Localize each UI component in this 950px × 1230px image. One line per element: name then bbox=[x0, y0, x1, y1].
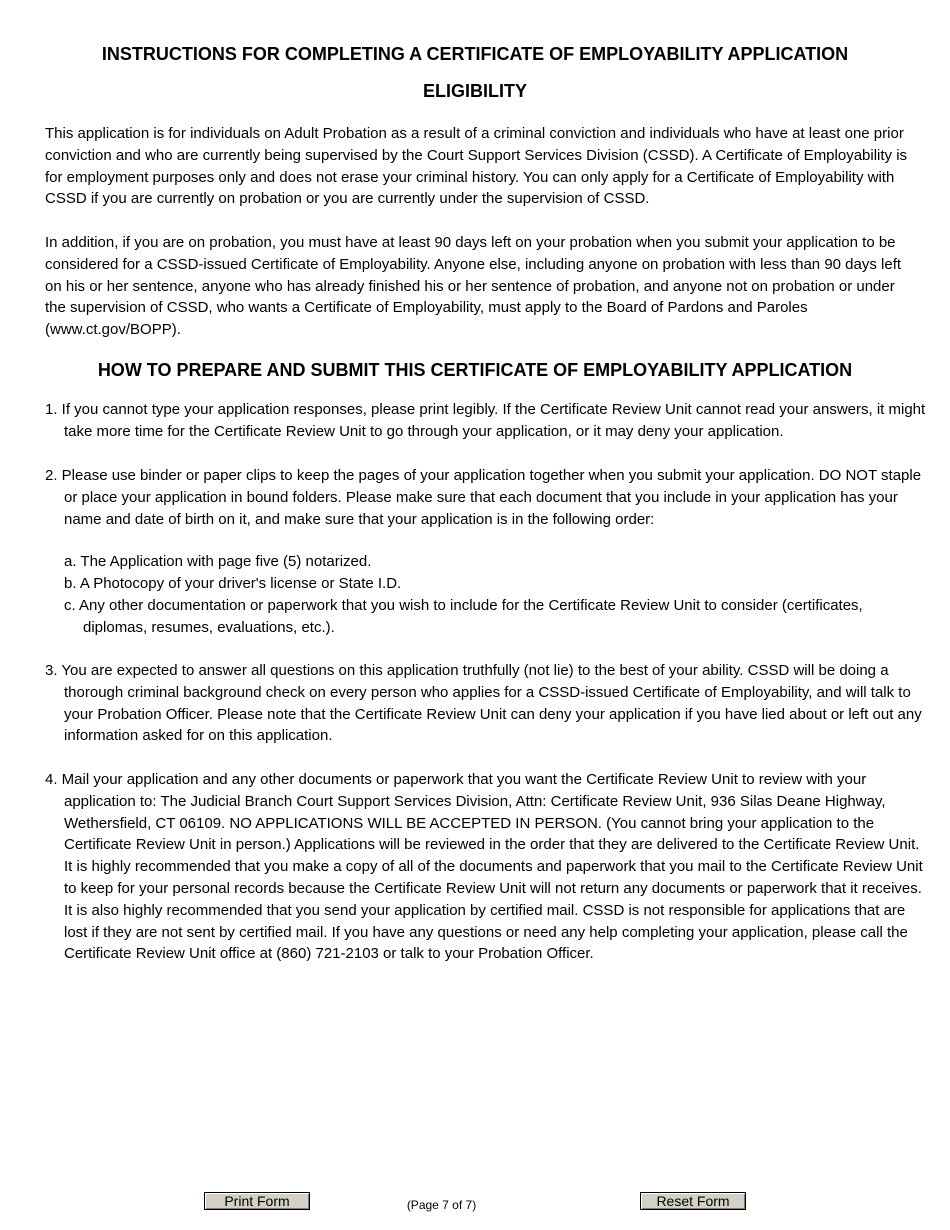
instruction-item-1: 1. If you cannot type your application responses, please print legibly. If the Certificate Review Unit cannot read your answers, it might take more time for the Certificate Review Unit to go through your application, or it may deny your application. bbox=[45, 401, 926, 440]
eligibility-heading: ELIGIBILITY bbox=[422, 81, 527, 101]
order-subitem-b: b. A Photocopy of your driver's license or State I.D. bbox=[64, 575, 402, 592]
how-to-heading: HOW TO PREPARE AND SUBMIT THIS CERTIFICATE OF EMPLOYABILITY APPLICATION bbox=[97, 360, 853, 380]
reset-form-button[interactable]: Reset Form bbox=[640, 1192, 746, 1210]
eligibility-paragraph-1: This application is for individuals on Adult Probation as a result of a criminal conviction and individuals who have at least one prior conviction and who are currently being supervised by the Court Support Services Division (CSSD). A Certificate of Employability is for employment purposes only and does not erase your criminal history. You can only apply for a Certificate of Employability with CSSD if you are currently on probation or you are currently under the supervision of CSSD. bbox=[45, 125, 908, 208]
instruction-item-2: 2. Please use binder or paper clips to keep the pages of your application together when you submit your application. DO NOT staple or place your application in bound folders. Please make sure that each document that you include in your application has your name and date of birth on it, and make sure that your application is in the following order: bbox=[45, 467, 922, 528]
print-form-button[interactable]: Print Form bbox=[204, 1192, 310, 1210]
eligibility-paragraph-2: In addition, if you are on probation, you must have at least 90 days left on your probation when you submit your application to be considered for a CSSD-issued Certificate of Employability. Anyone else, including anyone on probation with less than 90 days left on his or her sentence, anyone who has already finished his or her sentence of probation, and anyone not on probation or under the supervision of CSSD, who wants a Certificate of Employability, must apply to the Board of Pardons and Paroles (www.ct.gov/BOPP). bbox=[45, 234, 902, 339]
page-number: (Page 7 of 7) bbox=[406, 1198, 477, 1212]
instruction-item-3: 3. You are expected to answer all questions on this application truthfully (not lie) to the best of your ability. CSSD will be doing a thorough criminal background check on every person who applies for a CSSD-issued Certificate of Employability, and will talk to your Probation Officer. Please note that the Certificate Review Unit can deny your application if you have lied about or left out any information asked for on this application. bbox=[45, 662, 922, 745]
order-subitem-a: a. The Application with page five (5) notarized. bbox=[64, 553, 372, 570]
order-subitem-c: c. Any other documentation or paperwork that you wish to include for the Certificate Review Unit to consider (certificates, diplomas, resumes, evaluations, etc.). bbox=[64, 597, 863, 636]
page-title: INSTRUCTIONS FOR COMPLETING A CERTIFICATE OF EMPLOYABILITY APPLICATION bbox=[101, 44, 849, 64]
instruction-item-4: 4. Mail your application and any other documents or paperwork that you want the Certificate Review Unit to review with your application to: The Judicial Branch Court Support Services Division, Attn: Certificate Review Unit, 936 Silas Deane Highway, Wethersfield, CT 06109. NO APPLICATIONS WILL BE ACCEPTED IN PERSON. (You cannot bring your application to the Certificate Review Unit in person.) Applications will be reviewed in the order that they are delivered to the Certificate Review Unit. It is highly recommended that you make a copy of all of the documents and paperwork that you mail to the Certificate Review Unit to keep for your personal records because the Certificate Review Unit will not return any documents or paperwork that it receives. It is also highly recommended that you send your application by certified mail. CSSD is not responsible for applications that are lost if they are not sent by certified mail. If you have any questions or need any help completing your application, please call the Certificate Review Unit office at (860) 721-2103 or talk to your Probation Officer. bbox=[45, 771, 923, 963]
